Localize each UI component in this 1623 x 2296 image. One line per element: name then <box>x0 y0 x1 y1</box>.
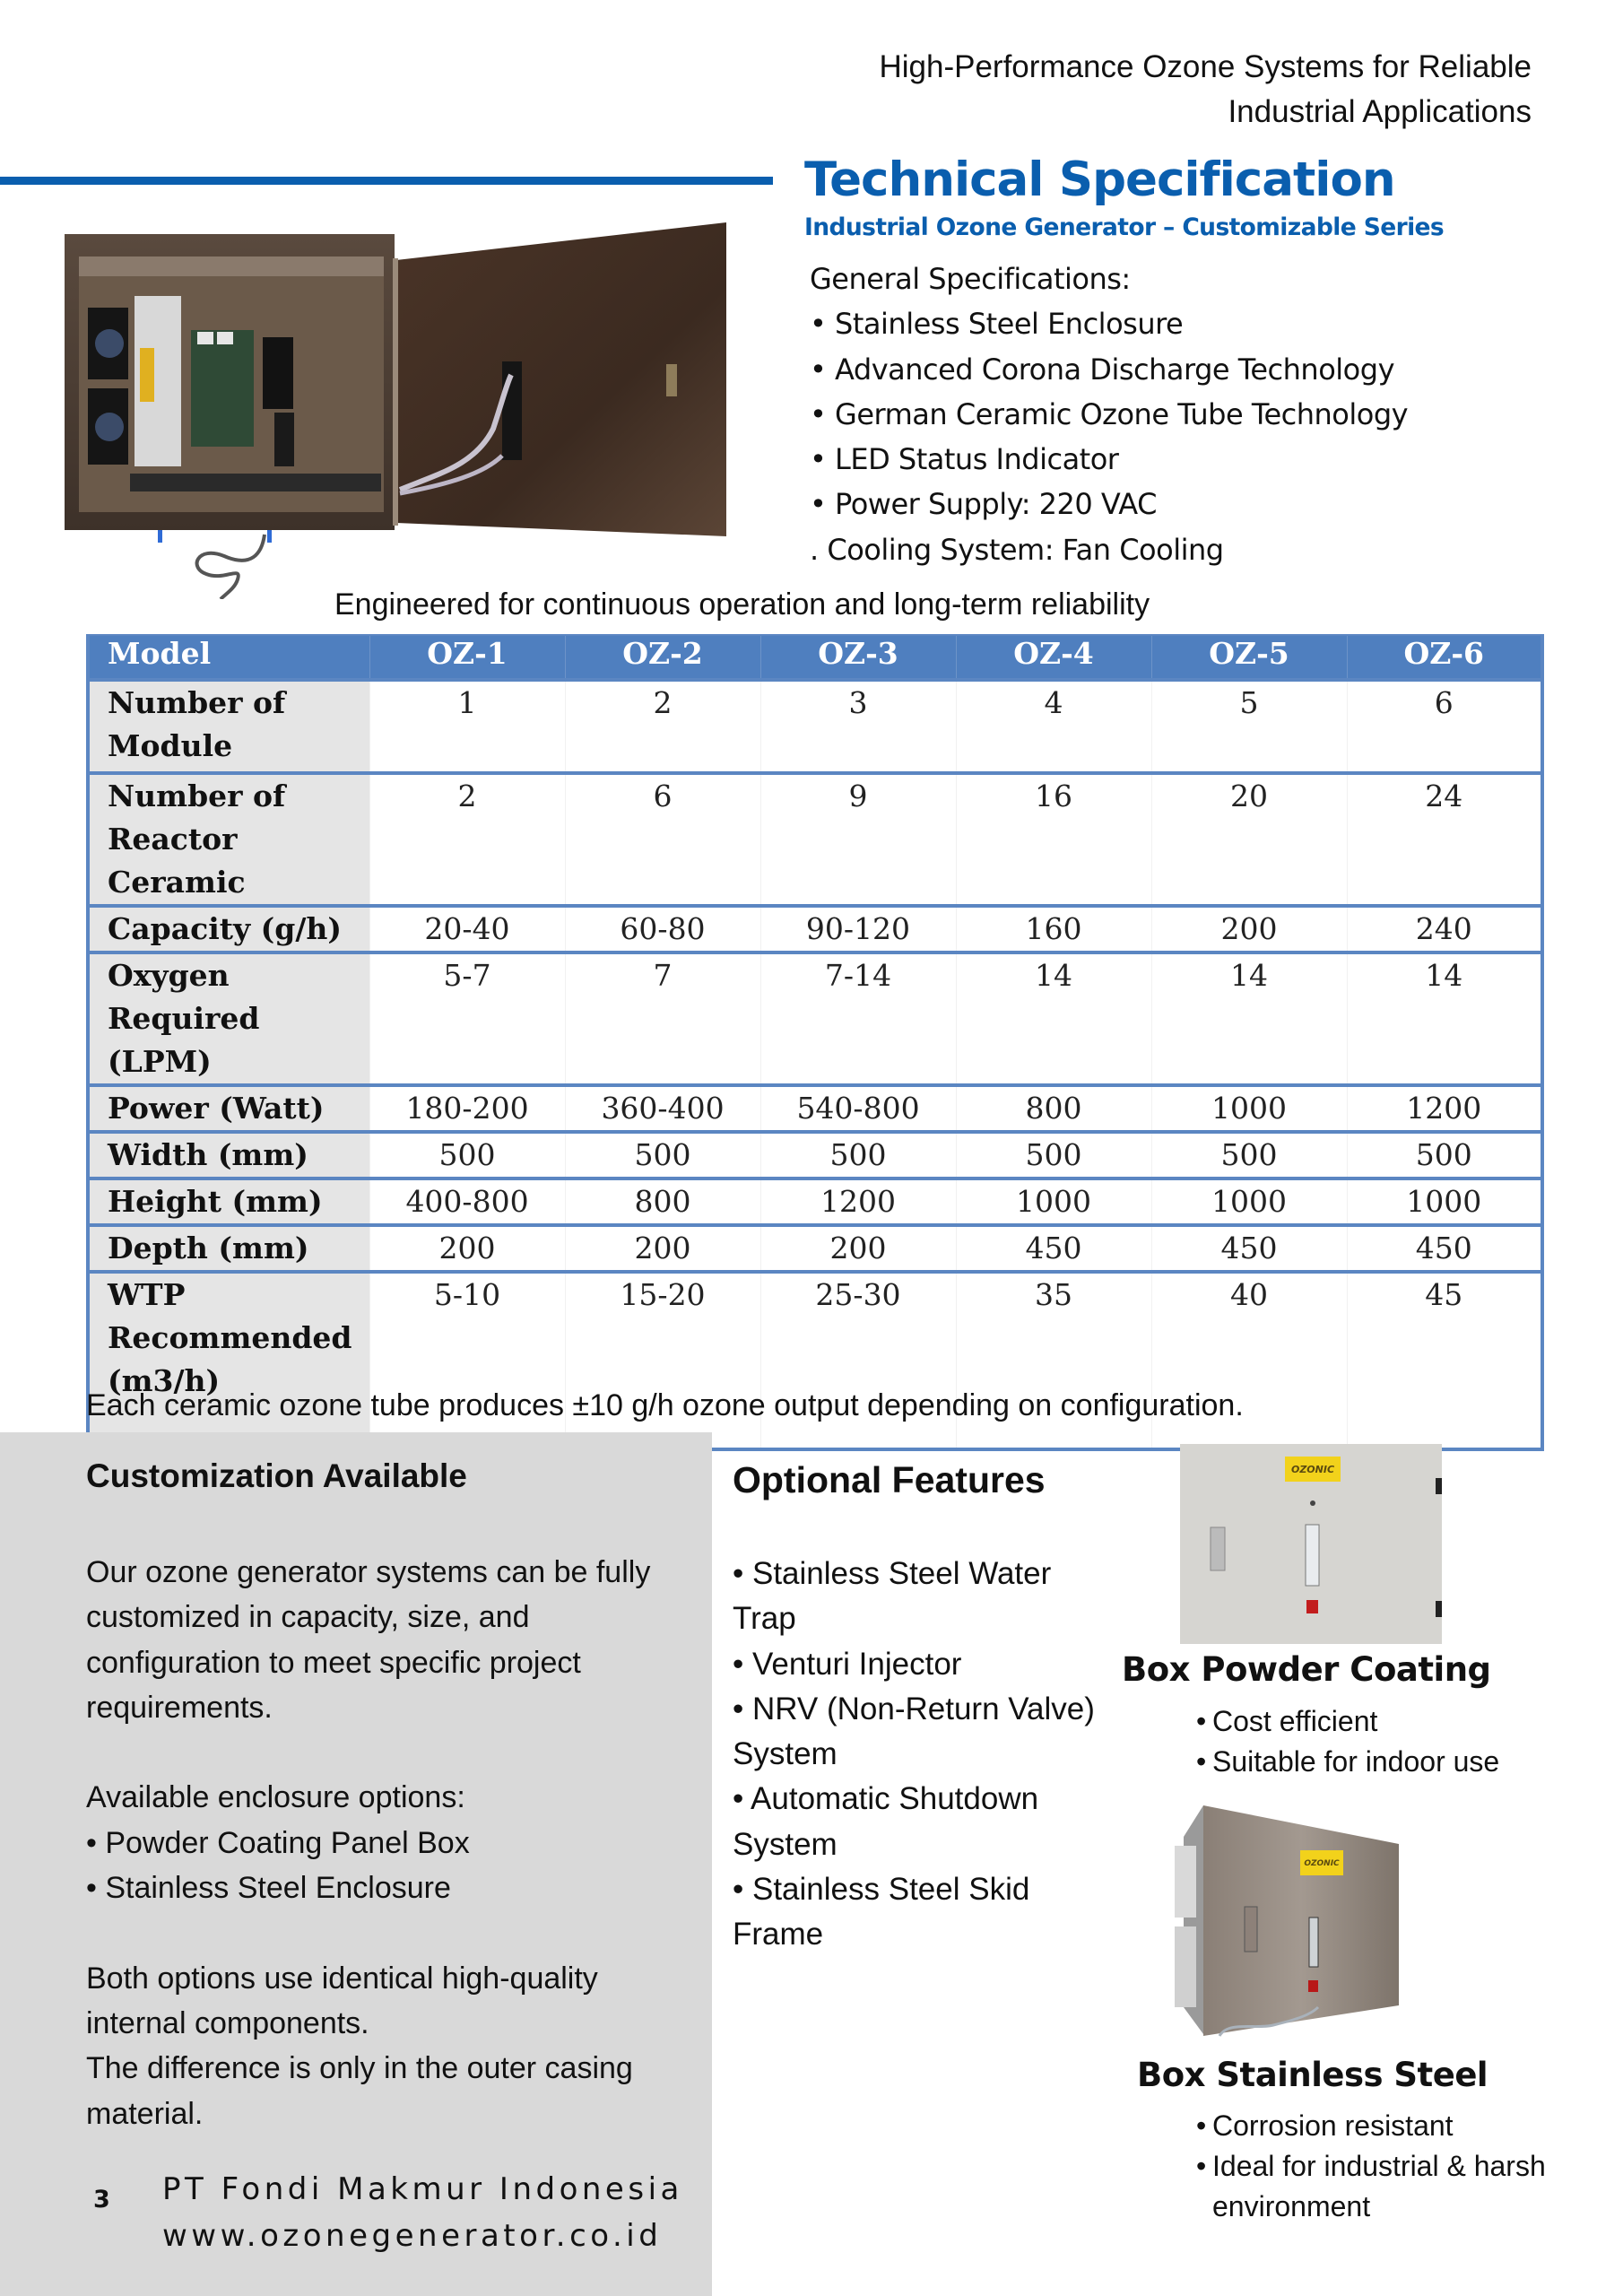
page-title: Technical Specification <box>804 152 1395 207</box>
powder-coating-feature: • Suitable for indoor use <box>1146 1742 1576 1782</box>
table-row-label-line: Required <box>108 1001 260 1036</box>
table-header-oz-5: OZ-5 <box>1151 635 1347 680</box>
table-cell: 1000 <box>1151 1178 1347 1225</box>
table-row-label-line: (LPM) <box>108 1044 212 1079</box>
table-cell: 1200 <box>1347 1085 1542 1132</box>
table-header-oz-3: OZ-3 <box>760 635 956 680</box>
table-cell: 5 <box>1151 680 1347 773</box>
optional-feature-line: • NRV (Non-Return Valve) <box>733 1691 1095 1726</box>
customization-body <box>86 1550 705 2136</box>
table-row <box>88 1132 1542 1178</box>
table-row-label-line: Number of <box>108 685 286 720</box>
table-cell: 35 <box>956 1272 1151 1449</box>
table-row-label <box>88 773 369 906</box>
table-row-label-line: Width (mm) <box>108 1137 308 1172</box>
tagline-line-2: Industrial Applications <box>1228 94 1532 129</box>
table-footnote: Each ceramic ozone tube produces ±10 g/h ozone output depending on configuration. <box>86 1388 1244 1422</box>
table-cell: 500 <box>1151 1132 1347 1178</box>
table-header-oz-1: OZ-1 <box>369 635 565 680</box>
ozonic-logo: OZONIC <box>1290 1464 1335 1475</box>
page-number: 3 <box>93 2186 110 2213</box>
reliability-statement: Engineered for continuous operation and long-term reliability <box>334 587 1150 622</box>
optional-feature-line: Frame <box>733 1917 824 1952</box>
ozone-generator-open-enclosure-photo <box>63 204 762 599</box>
general-spec-item: • LED Status Indicator <box>810 442 1119 477</box>
optional-feature-line: • Venturi Injector <box>733 1646 962 1682</box>
optional-feature-line: System <box>733 1826 838 1862</box>
table-cell: 160 <box>956 906 1151 952</box>
table-cell: 5-10 <box>369 1272 565 1449</box>
table-row-label-line: Depth (mm) <box>108 1231 309 1265</box>
table-cell: 500 <box>1347 1132 1542 1178</box>
table-cell: 2 <box>369 773 565 906</box>
general-spec-item: . Cooling System: Fan Cooling <box>810 532 1224 567</box>
table-row-label <box>88 1132 369 1178</box>
table-row-label-line: Recommended <box>108 1320 352 1355</box>
table-cell: 5-7 <box>369 952 565 1085</box>
table-row-label-line: Oxygen <box>108 958 230 993</box>
customization-text-line: Our ozone generator systems can be fully <box>86 1555 651 1589</box>
customization-text-line: configuration to meet specific project <box>86 1645 581 1680</box>
table-row <box>88 906 1542 952</box>
table-row-label-line: Module <box>108 728 233 763</box>
customization-title: Customization Available <box>86 1457 467 1494</box>
stainless-steel-box-photo <box>1166 1801 1417 2043</box>
general-specifications-heading: General Specifications: <box>810 262 1131 296</box>
table-row-label-line: Reactor <box>108 822 238 857</box>
table-cell: 800 <box>956 1085 1151 1132</box>
customization-text-line: The difference is only in the outer casing <box>86 2051 633 2086</box>
table-header-oz-2: OZ-2 <box>565 635 760 680</box>
table-cell: 45 <box>1347 1272 1542 1449</box>
powder-coating-box-title: Box Powder Coating <box>1122 1650 1491 1689</box>
table-cell: 7 <box>565 952 760 1085</box>
table-cell: 540-800 <box>760 1085 956 1132</box>
optional-features-title: Optional Features <box>733 1459 1046 1500</box>
table-cell: 500 <box>369 1132 565 1178</box>
table-cell: 1000 <box>1151 1085 1347 1132</box>
general-spec-item: • Stainless Steel Enclosure <box>810 307 1184 342</box>
customization-text-line: customized in capacity, size, and <box>86 1600 530 1635</box>
general-spec-item: • Advanced Corona Discharge Technology <box>810 352 1394 387</box>
powder-coating-feature: • Cost efficient <box>1146 1701 1576 1742</box>
table-row <box>88 1178 1542 1225</box>
table-cell: 1000 <box>956 1178 1151 1225</box>
table-cell: 15-20 <box>565 1272 760 1449</box>
table-cell: 60-80 <box>565 906 760 952</box>
table-cell: 7-14 <box>760 952 956 1085</box>
table-cell: 6 <box>565 773 760 906</box>
table-cell: 2 <box>565 680 760 773</box>
enclosure-options-heading: Available enclosure options: <box>86 1780 465 1815</box>
table-cell: 200 <box>565 1225 760 1272</box>
table-cell: 240 <box>1347 906 1542 952</box>
tagline-line-1: High-Performance Ozone Systems for Reliable <box>879 49 1532 84</box>
table-row-label-line: Height (mm) <box>108 1184 323 1219</box>
table-cell: 500 <box>565 1132 760 1178</box>
table-row-label-line: WTP <box>108 1277 186 1312</box>
table-row <box>88 680 1542 773</box>
table-cell: 200 <box>369 1225 565 1272</box>
powder-coating-features <box>1146 1701 1576 1782</box>
table-cell: 90-120 <box>760 906 956 952</box>
customization-text-line: Both options use identical high-quality <box>86 1961 598 1996</box>
table-cell: 450 <box>1151 1225 1347 1272</box>
table-row-label-line: Power (Watt) <box>108 1091 325 1126</box>
table-cell: 500 <box>956 1132 1151 1178</box>
customization-text-line: material. <box>86 2096 204 2131</box>
optional-feature-line: Trap <box>733 1601 796 1637</box>
table-cell: 40 <box>1151 1272 1347 1449</box>
powder-coating-box-photo <box>1180 1435 1445 1644</box>
company-name: PT Fondi Makmur Indonesia <box>162 2171 683 2207</box>
table-cell: 9 <box>760 773 956 906</box>
header-tagline <box>725 45 1532 135</box>
ozonic-logo: OZONIC <box>1304 1859 1340 1868</box>
table-row-label <box>88 1085 369 1132</box>
table-cell: 450 <box>1347 1225 1542 1272</box>
optional-features-list <box>733 1552 1127 1958</box>
table-row-label <box>88 952 369 1085</box>
table-header-model: Model <box>88 635 369 680</box>
general-spec-item: • Power Supply: 220 VAC <box>810 487 1157 522</box>
enclosure-option: • Powder Coating Panel Box <box>86 1825 470 1860</box>
customization-text-line: internal components. <box>86 2005 369 2040</box>
table-row-label <box>88 906 369 952</box>
table-cell: 400-800 <box>369 1178 565 1225</box>
table-cell: 1000 <box>1347 1178 1542 1225</box>
table-row-label <box>88 1225 369 1272</box>
table-cell: 4 <box>956 680 1151 773</box>
table-cell: 14 <box>1347 952 1542 1085</box>
table-cell: 14 <box>1151 952 1347 1085</box>
table-cell: 200 <box>760 1225 956 1272</box>
table-row-label-line: Number of <box>108 778 286 813</box>
general-specifications <box>810 257 1408 572</box>
table-cell: 3 <box>760 680 956 773</box>
table-cell: 450 <box>956 1225 1151 1272</box>
table-header-row <box>88 635 1542 680</box>
enclosure-option: • Stainless Steel Enclosure <box>86 1871 451 1906</box>
table-cell: 14 <box>956 952 1151 1085</box>
optional-feature-line: System <box>733 1736 838 1772</box>
header-divider <box>0 177 773 185</box>
table-header-oz-4: OZ-4 <box>956 635 1151 680</box>
stainless-steel-features <box>1146 2106 1558 2227</box>
company-footer <box>162 2166 683 2259</box>
table-cell: 16 <box>956 773 1151 906</box>
table-cell: 180-200 <box>369 1085 565 1132</box>
table-row-label <box>88 680 369 773</box>
table-row-label <box>88 1178 369 1225</box>
table-cell: 200 <box>1151 906 1347 952</box>
table-header-oz-6: OZ-6 <box>1347 635 1542 680</box>
customization-text-line: requirements. <box>86 1690 273 1725</box>
table-row <box>88 1085 1542 1132</box>
optional-feature-line: • Stainless Steel Skid <box>733 1872 1030 1908</box>
stainless-steel-feature: • Ideal for industrial & harsh environment <box>1146 2146 1558 2227</box>
table-cell: 1 <box>369 680 565 773</box>
table-cell: 20-40 <box>369 906 565 952</box>
page-subtitle: Industrial Ozone Generator – Customizable Series <box>804 213 1445 241</box>
stainless-steel-box-title: Box Stainless Steel <box>1137 2056 1488 2094</box>
table-cell: 24 <box>1347 773 1542 906</box>
table-cell: 20 <box>1151 773 1347 906</box>
table-cell: 25-30 <box>760 1272 956 1449</box>
table-row <box>88 952 1542 1085</box>
table-row-label-line: Capacity (g/h) <box>108 911 342 946</box>
general-spec-item: • German Ceramic Ozone Tube Technology <box>810 396 1409 431</box>
optional-feature-line: • Automatic Shutdown <box>733 1781 1039 1817</box>
company-website[interactable]: www.ozonegenerator.co.id <box>162 2218 663 2254</box>
stainless-steel-feature: • Corrosion resistant <box>1146 2106 1558 2146</box>
table-row <box>88 1225 1542 1272</box>
table-cell: 360-400 <box>565 1085 760 1132</box>
table-cell: 800 <box>565 1178 760 1225</box>
table-row <box>88 773 1542 906</box>
table-cell: 500 <box>760 1132 956 1178</box>
table-row-label-line: Ceramic <box>108 865 246 900</box>
optional-feature-line: • Stainless Steel Water <box>733 1556 1052 1591</box>
specification-table <box>86 634 1544 1451</box>
table-cell: 6 <box>1347 680 1542 773</box>
table-row-label-line: (m3/h) <box>108 1363 221 1398</box>
table-cell: 1200 <box>760 1178 956 1225</box>
